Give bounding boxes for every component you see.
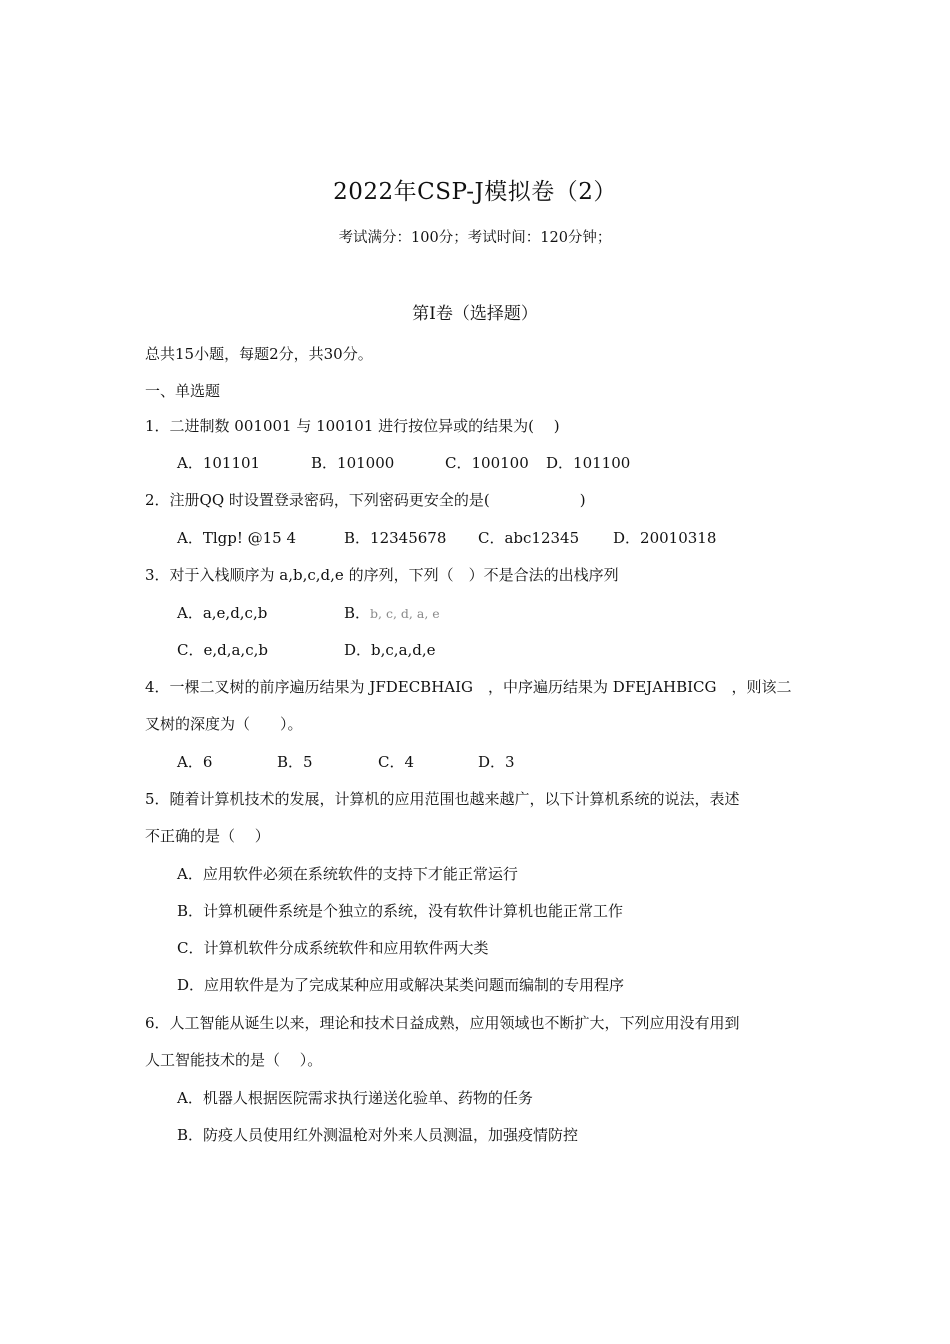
question-5-stem-line1: 5．随着计算机技术的发展，计算机的应用范围也越来越广，以下计算机系统的说法，表述 — [145, 790, 740, 808]
question-3-option-a: A．a,e,d,c,b — [177, 604, 268, 622]
question-3-stem: 3．对于入栈顺序为 a,b,c,d,e 的序列，下列（ ）不是合法的出栈序列 — [145, 566, 619, 584]
question-2-stem: 2．注册QQ 时设置登录密码，下列密码更安全的是( ) — [145, 491, 586, 509]
section-title: 第I卷（选择题） — [412, 304, 538, 324]
exam-subtitle: 考试满分：100分；考试时间：120分钟； — [338, 230, 612, 246]
question-4-stem-line2: 叉树的深度为（ ）。 — [145, 715, 303, 733]
question-2-option-c: C．abc12345 — [478, 529, 580, 547]
question-4-option-a: A．6 — [177, 753, 213, 771]
question-1-stem: 1．二进制数 001001 与 100101 进行按位异或的结果为( ) — [145, 417, 560, 435]
question-4-option-c: C．4 — [378, 753, 415, 771]
question-3-option-b-label: B． — [344, 604, 371, 622]
question-5-option-d: D．应用软件是为了完成某种应用或解决某类问题而编制的专用程序 — [177, 976, 625, 994]
question-2-option-d: D．20010318 — [613, 529, 717, 547]
question-2-option-b: B．12345678 — [344, 529, 447, 547]
question-3-option-b-value: b, c, d, a, e — [370, 606, 440, 621]
question-5-option-b: B．计算机硬件系统是个独立的系统，没有软件计算机也能正常工作 — [177, 902, 624, 920]
question-1-option-d: D．101100 — [546, 454, 631, 472]
question-3-option-d: D．b,c,a,d,e — [344, 641, 436, 659]
question-5-option-c: C．计算机软件分成系统软件和应用软件两大类 — [177, 939, 489, 957]
question-3-option-c: C．e,d,a,c,b — [177, 641, 268, 659]
question-1-option-b: B．101000 — [311, 454, 395, 472]
question-6-stem-line1: 6．人工智能从诞生以来，理论和技术日益成熟，应用领域也不断扩大，下列应用没有用到 — [145, 1014, 740, 1032]
question-4-stem-line1: 4．一棵二叉树的前序遍历结果为 JFDECBHAIG ，中序遍历结果为 DFEJAHBICG ，则该二 — [145, 678, 792, 696]
intro-text: 总共15小题，每题2分，共30分。 — [145, 345, 373, 363]
exam-title: 2022年CSP-J模拟卷（2） — [333, 179, 617, 205]
part-heading: 一、单选题 — [145, 382, 221, 400]
question-1-option-a: A．101101 — [177, 454, 261, 472]
question-5-stem-line2: 不正确的是（ ） — [145, 827, 270, 845]
question-6-option-a: A．机器人根据医院需求执行递送化验单、药物的任务 — [177, 1089, 533, 1107]
question-2-option-a: A．Tlgp! @15 4 — [177, 529, 297, 547]
question-1-option-c: C．100100 — [445, 454, 529, 472]
question-3-option-b — [344, 603, 440, 624]
question-6-option-b: B．防疫人员使用红外测温枪对外来人员测温，加强疫情防控 — [177, 1126, 579, 1144]
question-4-option-d: D．3 — [478, 753, 515, 771]
question-4-option-b: B．5 — [277, 753, 313, 771]
question-6-stem-line2: 人工智能技术的是（ ）。 — [145, 1051, 323, 1069]
question-5-option-a: A．应用软件必须在系统软件的支持下才能正常运行 — [177, 865, 518, 883]
